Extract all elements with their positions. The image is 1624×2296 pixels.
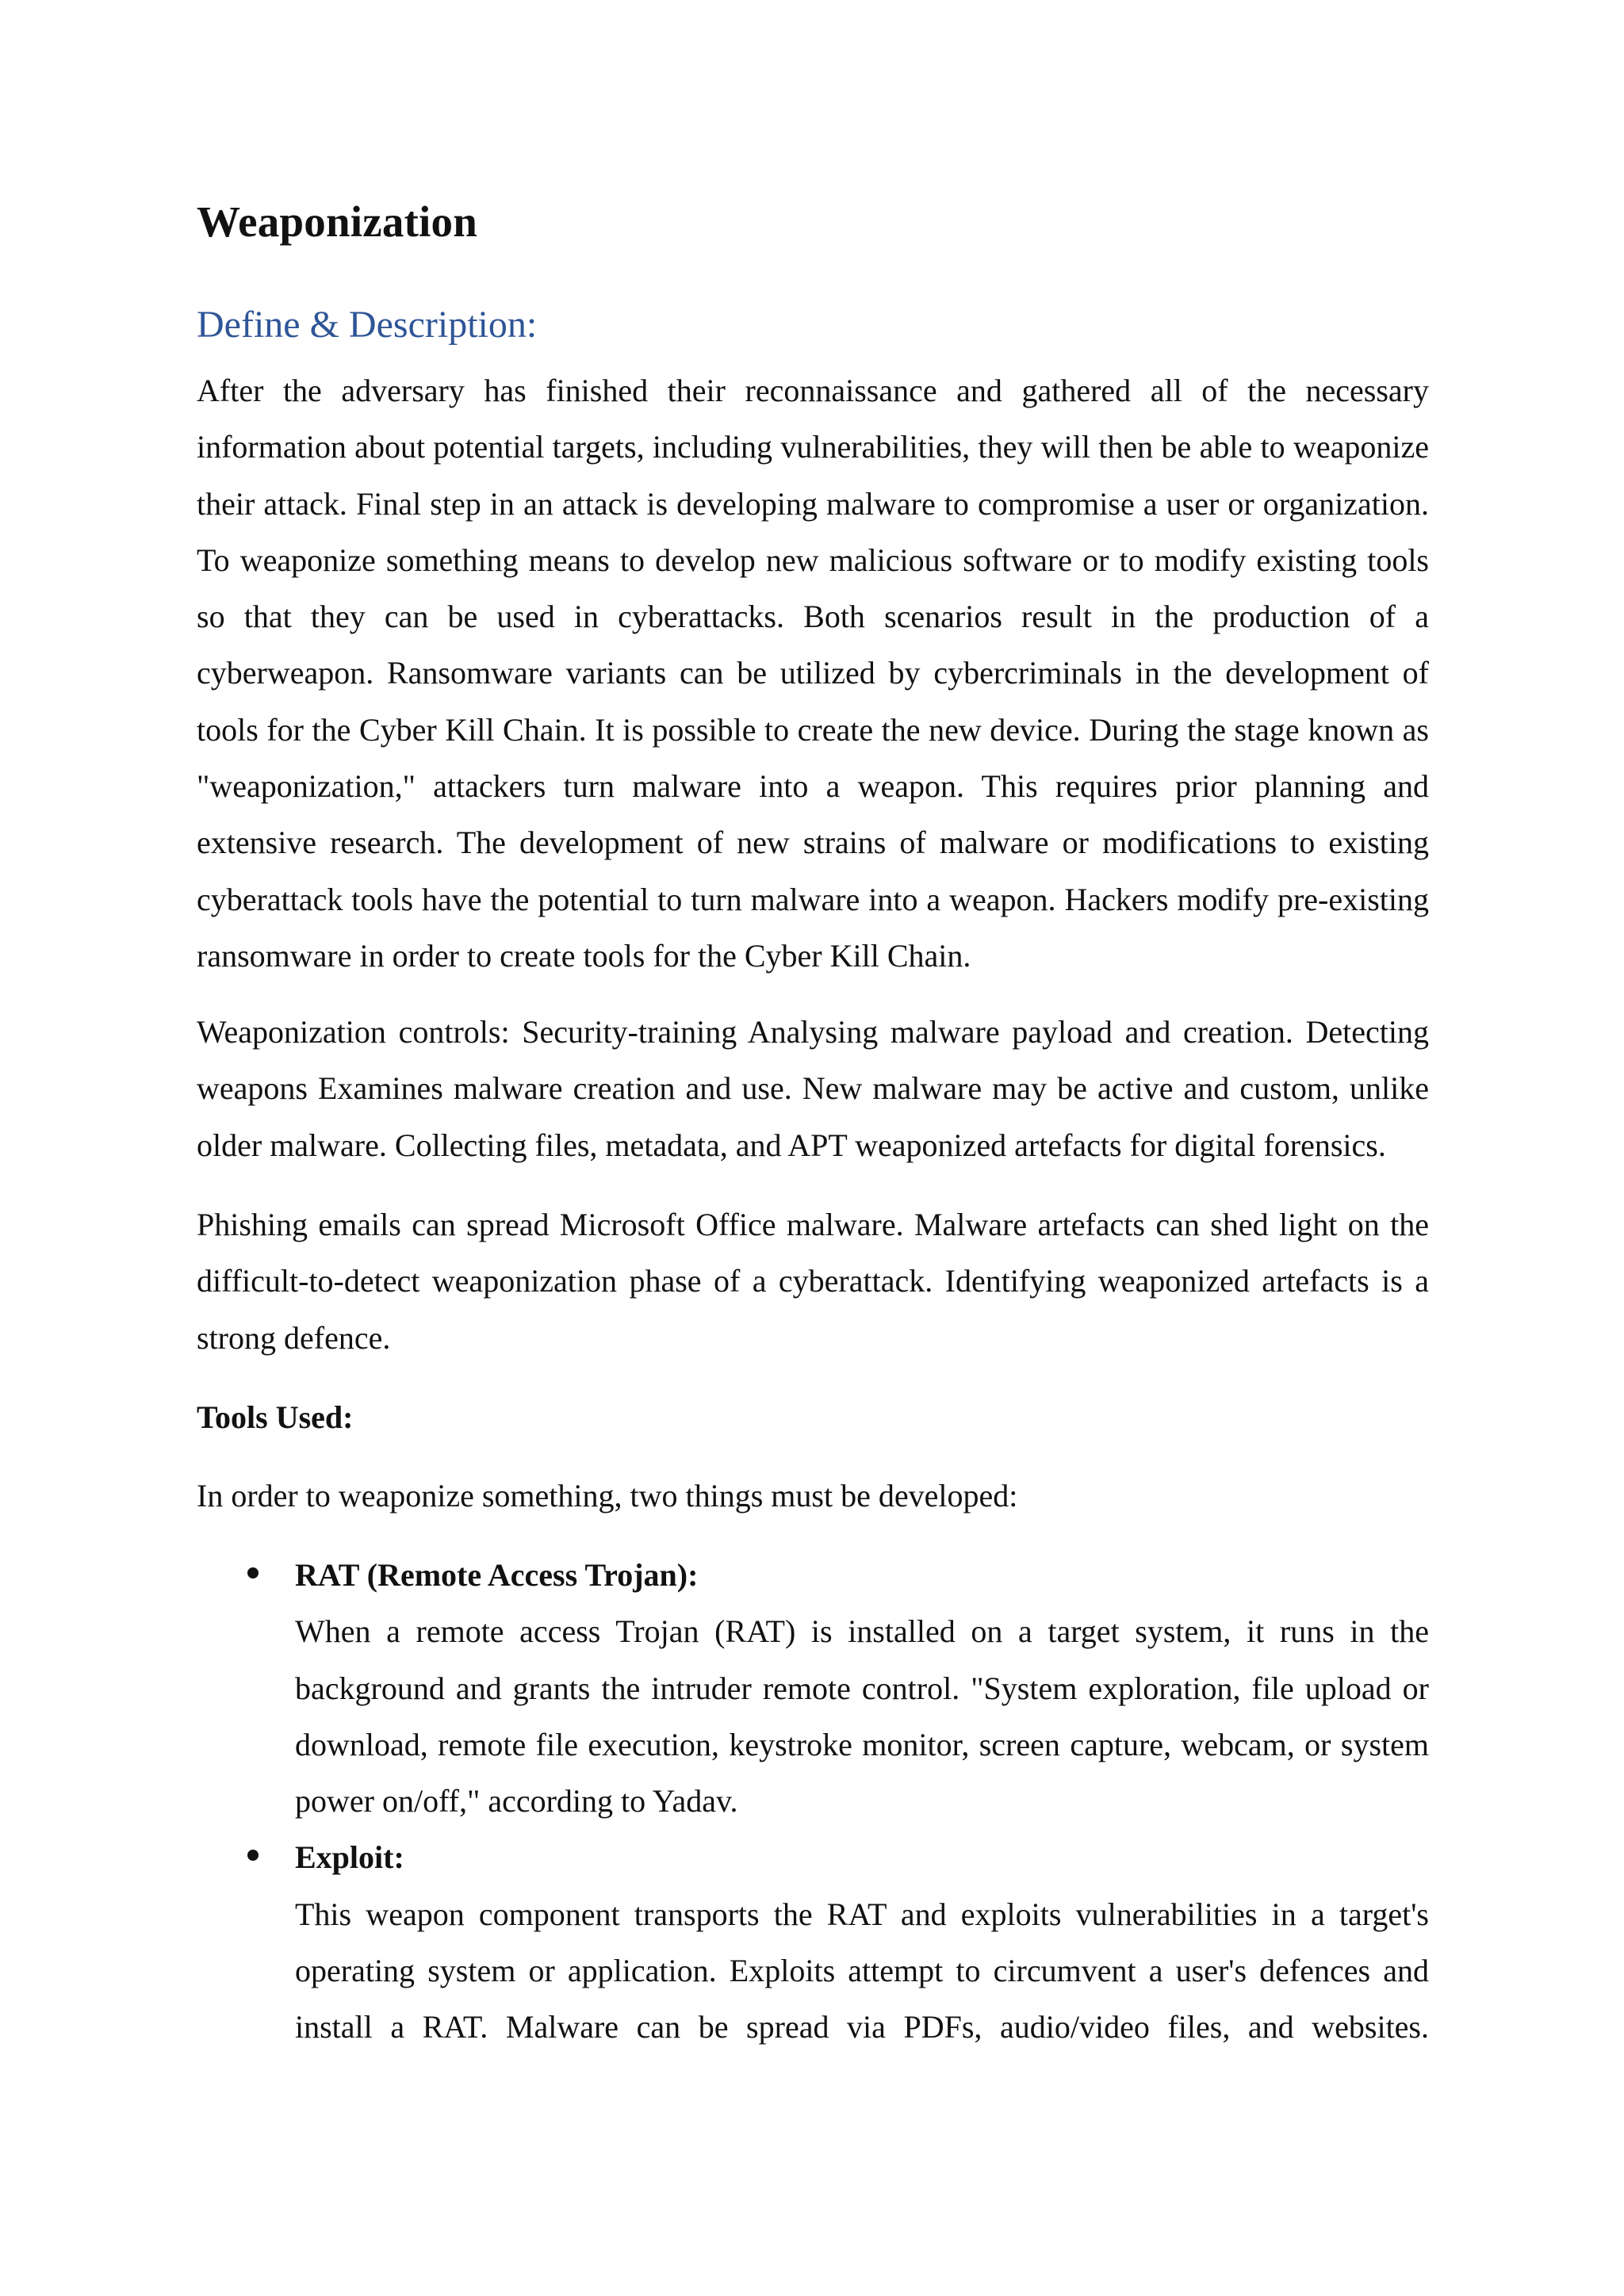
page-title: Weaponization	[197, 197, 478, 246]
exploit-title: Exploit:	[295, 1839, 404, 1876]
bullet-dot-icon	[247, 1850, 259, 1861]
phishing-paragraph: Phishing emails can spread Microsoft Office malware. Malware artefacts can shed light on the difficult-to-detect weaponization phase of a cyberattack. Identifying weaponized artefacts is a strong defence.	[197, 1207, 1429, 1356]
rat-title: RAT (Remote Access Trojan):	[295, 1557, 699, 1593]
define-description-heading: Define & Description:	[197, 304, 538, 346]
exploit-description: This weapon component transports the RAT and exploits vulnerabilities in a target's operating system or application. Exploits attempt to circumvent a user's defences and install a RAT. Malware can be spread via PDFs, audio/video files, and websites.	[295, 1896, 1429, 2045]
tools-used-heading: Tools Used:	[197, 1399, 354, 1435]
tools-intro-paragraph: In order to weaponize something, two things must be developed:	[197, 1478, 1018, 1513]
list-item	[197, 1829, 1429, 2055]
rat-description: When a remote access Trojan (RAT) is installed on a target system, it runs in the background and grants the intruder remote control. "System exploration, file upload or download, remote file execution, keystroke monitor, screen capture, webcam, or system power on/off," according to Yadav.	[295, 1613, 1429, 1820]
list-item	[197, 1547, 1429, 1829]
tools-bullet-list	[197, 1547, 1429, 2056]
description-paragraph: After the adversary has finished their reconnaissance and gathered all of the necessary information about potential targets, including vulnerabilities, they will then be able to weaponize their attack. Final step in an attack is developing malware to compromise a user or organization. To weaponize something means to develop new malicious software or to modify existing tools so that they can be used in cyberattacks. Both scenarios result in the production of a cyberweapon. Ransomware variants can be utilized by cybercriminals in the development of tools for the Cyber Kill Chain. It is possible to create the new device. During the stage known as "weaponization," attackers turn malware into a weapon. This requires prior planning and extensive research. The development of new strains of malware or modifications to existing cyberattack tools have the potential to turn malware into a weapon. Hackers modify pre-existing ransomware in order to create tools for the Cyber Kill Chain.	[197, 373, 1429, 974]
bullet-dot-icon	[247, 1567, 259, 1578]
controls-paragraph: Weaponization controls: Security-training Analysing malware payload and creation. Detecting weapons Examines malware creation and use. New malware may be active and custom, unlike older malware. Collecting files, metadata, and APT weaponized artefacts for digital forensics.	[197, 1014, 1429, 1163]
